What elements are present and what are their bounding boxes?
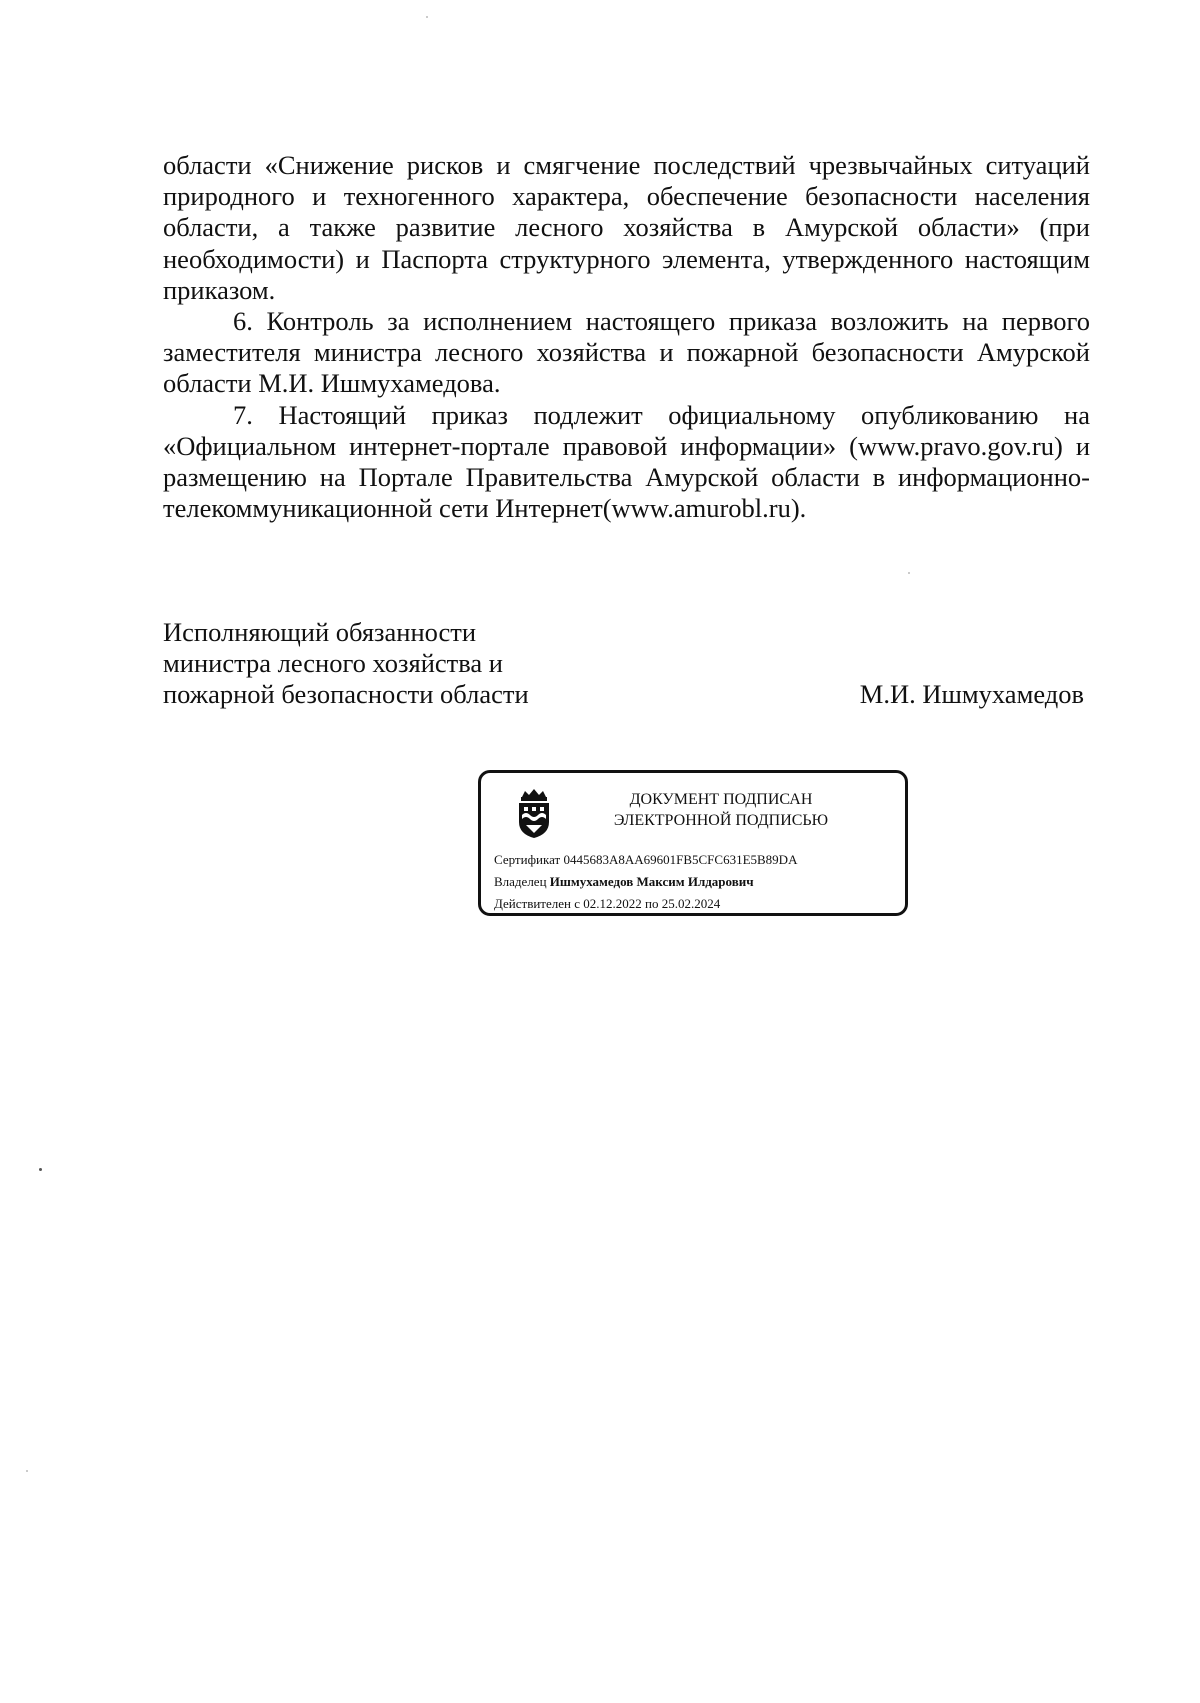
certificate-label: Сертификат bbox=[494, 852, 561, 867]
paragraph-6-control: 6. Контроль за исполнением настоящего приказа возложить на первого заместителя министра лесного хозяйства и пожарной безопасности Амурской области М.И. Ишмухамедова. bbox=[163, 306, 1090, 399]
amur-region-coat-of-arms-icon bbox=[513, 788, 555, 840]
validity-mid: по bbox=[645, 896, 659, 911]
electronic-signature-stamp bbox=[478, 770, 908, 916]
order-body-text bbox=[163, 150, 1090, 524]
validity-prefix: Действителен с bbox=[494, 896, 580, 911]
certificate-row bbox=[494, 849, 904, 871]
stamp-heading bbox=[571, 789, 871, 831]
valid-from-date: 02.12.2022 bbox=[583, 896, 642, 911]
signatory-position-line-2: министра лесного хозяйства и bbox=[163, 648, 503, 679]
certificate-value: 0445683A8AA69601FB5CFC631E5B89DA bbox=[563, 852, 798, 867]
owner-row bbox=[494, 871, 904, 893]
signatory-position-line-1: Исполняющий обязанности bbox=[163, 617, 477, 647]
scan-speck bbox=[426, 16, 428, 18]
scan-speck bbox=[908, 572, 910, 574]
stamp-heading-line-2: ЭЛЕКТРОННОЙ ПОДПИСЬЮ bbox=[613, 812, 829, 829]
valid-to-date: 25.02.2024 bbox=[661, 896, 721, 911]
signature-block bbox=[163, 617, 1090, 711]
owner-value: Ишмухамедов Максим Илдарович bbox=[549, 874, 754, 889]
signatory-name: М.И. Ишмухамедов bbox=[859, 679, 1084, 709]
scan-speck bbox=[39, 1168, 42, 1171]
stamp-details bbox=[494, 849, 904, 915]
stamp-heading-line-1: ДОКУМЕНТ ПОДПИСАН bbox=[629, 791, 813, 808]
scan-speck bbox=[26, 1470, 28, 1472]
paragraph-continuation: области «Снижение рисков и смягчение последствий чрезвычайных ситуаций природного и техногенного характера, обеспечение безопасности населения области, а также развитие лесного хозяйства в Амурской области» (при необходимости) и Паспорта структурного элемента, утвержденного настоящим приказом. bbox=[163, 150, 1090, 305]
owner-label: Владелец bbox=[494, 874, 547, 889]
paragraph-7-publication: 7. Настоящий приказ подлежит официальному опубликованию на «Официальном интернет-портале правовой информации» (www.pravo.gov.ru) и размещению на Портале Правительства Амурской области в информационно-телекоммуникационной сети Интернет(www.amurobl.ru). bbox=[163, 399, 1090, 524]
validity-row bbox=[494, 893, 904, 915]
signatory-position-line-3: пожарной безопасности области bbox=[163, 679, 529, 710]
